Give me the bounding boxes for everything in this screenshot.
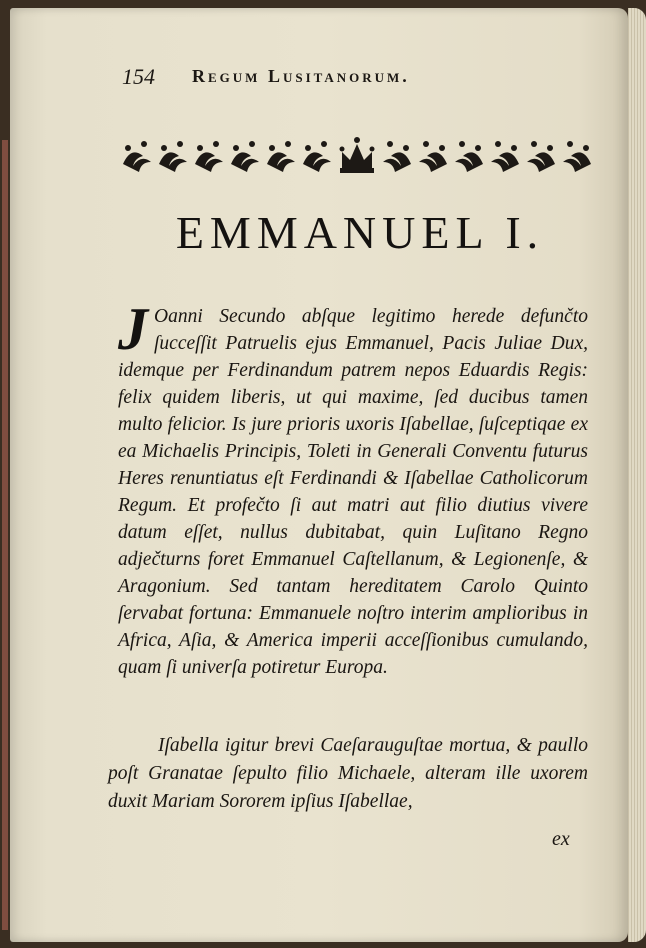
page-number: 154: [122, 64, 155, 89]
paragraph-1-text: Oanni Secundo abſque legitimo herede defunčto ſucceſſit Patruelis ejus Emmanuel, Pacis Juliae Dux, idemque per Ferdinandum patrem nepos Eduardis Regis: felix quidem liberis, ut qui maxime, ſed ducibus tamen multo felicior. Is jure prioris uxoris Iſabellae, ſuſceptiqae ex ea Michaelis Principis, Toleti in Generali Conventu futurus Heres renuntiatus eſt Ferdinandi & Iſabellae Catholicorum Regum. Et profečto ſi aut matri aut filio diutius vivere datum eſſet, nullus dubitabat, quin Luſitano Regno adječturns foret Emmanuel Caſtellanum, & Legionenſe, & Aragonium. Sed tantam hereditatem Carolo Quinto ſervabat fortuna: Emmanuele noſtro interim amplioribus in Africa, Aſia, & America imperii acceſſionibus cumulando, quam ſi univerſa potiretur Europa.: [118, 306, 588, 678]
drop-cap: J: [118, 296, 148, 362]
chapter-title: EMMANUEL I.: [175, 207, 545, 258]
page-edge: [628, 8, 646, 942]
running-title: Regum Lusitanorum.: [192, 66, 410, 86]
headpiece-ornament: [118, 134, 596, 178]
page-edge-red-stain: [2, 140, 8, 930]
paragraph-1: [118, 296, 588, 681]
page-header: [122, 64, 562, 94]
catchword: ex: [552, 828, 570, 850]
paragraph-2: Iſabella igitur brevi Caeſarauguſtae mortua, & paullo poſt Granatae ſepulto filio Michaele, alteram ille uxorem duxit Mariam Sororem ipſius Iſabellae,: [108, 735, 588, 812]
